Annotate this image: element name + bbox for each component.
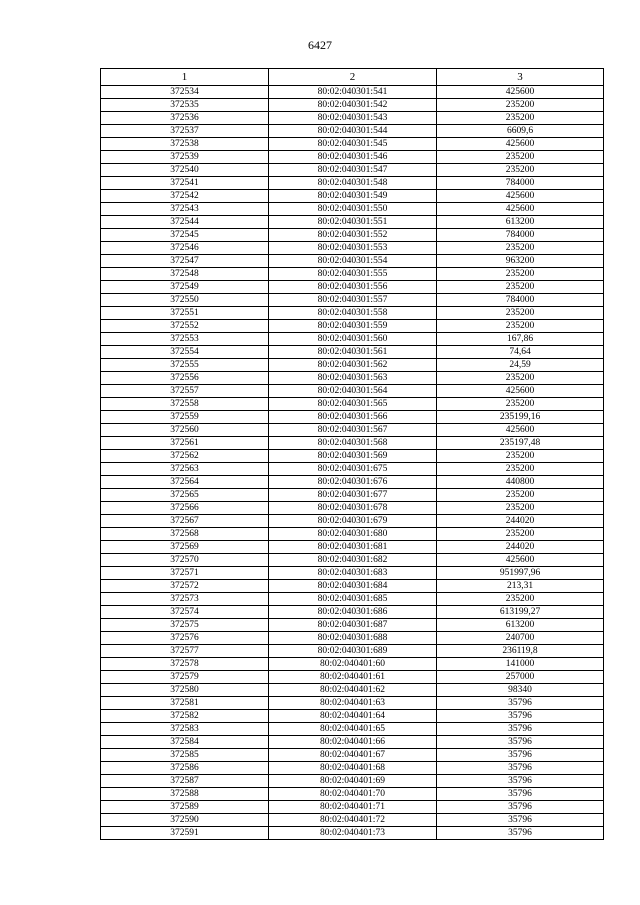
cadastral-number-cell: 80:02:040401:67 xyxy=(269,749,437,762)
cadastral-number-cell: 80:02:040301:554 xyxy=(269,255,437,268)
cadastral-number-cell: 80:02:040301:557 xyxy=(269,294,437,307)
cadastral-number-cell: 80:02:040301:681 xyxy=(269,541,437,554)
table-row xyxy=(101,437,604,450)
row-number-cell: 372562 xyxy=(101,450,269,463)
table-row xyxy=(101,203,604,216)
table-row xyxy=(101,411,604,424)
cadastral-number-cell: 80:02:040301:688 xyxy=(269,632,437,645)
table-row xyxy=(101,359,604,372)
value-cell: 784000 xyxy=(437,294,604,307)
table-row xyxy=(101,554,604,567)
table-row xyxy=(101,775,604,788)
row-number-cell: 372555 xyxy=(101,359,269,372)
cadastral-number-cell: 80:02:040301:555 xyxy=(269,268,437,281)
row-number-cell: 372566 xyxy=(101,502,269,515)
table-row xyxy=(101,450,604,463)
row-number-cell: 372567 xyxy=(101,515,269,528)
value-cell: 440800 xyxy=(437,476,604,489)
value-cell: 35796 xyxy=(437,749,604,762)
table-row xyxy=(101,463,604,476)
value-cell: 235200 xyxy=(437,307,604,320)
row-number-cell: 372588 xyxy=(101,788,269,801)
table-row xyxy=(101,801,604,814)
column-header-number: 1 xyxy=(101,69,269,86)
row-number-cell: 372564 xyxy=(101,476,269,489)
cadastral-number-cell: 80:02:040301:546 xyxy=(269,151,437,164)
value-cell: 257000 xyxy=(437,671,604,684)
cadastral-number-cell: 80:02:040301:543 xyxy=(269,112,437,125)
cadastral-number-cell: 80:02:040401:71 xyxy=(269,801,437,814)
row-number-cell: 372585 xyxy=(101,749,269,762)
cadastral-number-cell: 80:02:040401:72 xyxy=(269,814,437,827)
cadastral-number-cell: 80:02:040301:556 xyxy=(269,281,437,294)
cadastral-number-cell: 80:02:040301:561 xyxy=(269,346,437,359)
value-cell: 235200 xyxy=(437,489,604,502)
cadastral-number-cell: 80:02:040401:65 xyxy=(269,723,437,736)
cadastral-number-cell: 80:02:040301:551 xyxy=(269,216,437,229)
table-row xyxy=(101,489,604,502)
cadastral-number-cell: 80:02:040301:685 xyxy=(269,593,437,606)
cadastral-number-cell: 80:02:040301:548 xyxy=(269,177,437,190)
cadastral-number-cell: 80:02:040401:61 xyxy=(269,671,437,684)
table-row xyxy=(101,242,604,255)
value-cell: 784000 xyxy=(437,229,604,242)
table-row xyxy=(101,86,604,99)
table-header xyxy=(101,69,604,86)
table-row xyxy=(101,749,604,762)
cadastral-number-cell: 80:02:040401:63 xyxy=(269,697,437,710)
value-cell: 613199,27 xyxy=(437,606,604,619)
value-cell: 35796 xyxy=(437,801,604,814)
value-cell: 613200 xyxy=(437,216,604,229)
row-number-cell: 372543 xyxy=(101,203,269,216)
cadastral-number-cell: 80:02:040301:545 xyxy=(269,138,437,151)
table-row xyxy=(101,814,604,827)
cadastral-number-cell: 80:02:040301:558 xyxy=(269,307,437,320)
value-cell: 235197,48 xyxy=(437,437,604,450)
table-row xyxy=(101,697,604,710)
value-cell: 244020 xyxy=(437,541,604,554)
table-row xyxy=(101,151,604,164)
table-row xyxy=(101,541,604,554)
cadastral-number-cell: 80:02:040301:680 xyxy=(269,528,437,541)
row-number-cell: 372580 xyxy=(101,684,269,697)
value-cell: 425600 xyxy=(437,138,604,151)
value-cell: 35796 xyxy=(437,775,604,788)
value-cell: 951997,96 xyxy=(437,567,604,580)
cadastral-number-cell: 80:02:040301:550 xyxy=(269,203,437,216)
value-cell: 235200 xyxy=(437,463,604,476)
table-row xyxy=(101,788,604,801)
table-row xyxy=(101,424,604,437)
value-cell: 35796 xyxy=(437,697,604,710)
row-number-cell: 372542 xyxy=(101,190,269,203)
value-cell: 35796 xyxy=(437,723,604,736)
row-number-cell: 372537 xyxy=(101,125,269,138)
row-number-cell: 372582 xyxy=(101,710,269,723)
row-number-cell: 372590 xyxy=(101,814,269,827)
row-number-cell: 372535 xyxy=(101,99,269,112)
value-cell: 35796 xyxy=(437,814,604,827)
row-number-cell: 372540 xyxy=(101,164,269,177)
cadastral-number-cell: 80:02:040401:62 xyxy=(269,684,437,697)
value-cell: 235200 xyxy=(437,112,604,125)
table-row xyxy=(101,385,604,398)
value-cell: 236119,8 xyxy=(437,645,604,658)
row-number-cell: 372544 xyxy=(101,216,269,229)
row-number-cell: 372534 xyxy=(101,86,269,99)
cadastral-number-cell: 80:02:040301:676 xyxy=(269,476,437,489)
cadastral-number-cell: 80:02:040301:569 xyxy=(269,450,437,463)
cadastral-number-cell: 80:02:040301:682 xyxy=(269,554,437,567)
row-number-cell: 372584 xyxy=(101,736,269,749)
value-cell: 235200 xyxy=(437,320,604,333)
row-number-cell: 372548 xyxy=(101,268,269,281)
table-row xyxy=(101,138,604,151)
table-row xyxy=(101,398,604,411)
row-number-cell: 372550 xyxy=(101,294,269,307)
table-row xyxy=(101,307,604,320)
cadastral-number-cell: 80:02:040401:70 xyxy=(269,788,437,801)
row-number-cell: 372575 xyxy=(101,619,269,632)
cadastral-number-cell: 80:02:040401:60 xyxy=(269,658,437,671)
table-row xyxy=(101,502,604,515)
row-number-cell: 372565 xyxy=(101,489,269,502)
row-number-cell: 372571 xyxy=(101,567,269,580)
cadastral-number-cell: 80:02:040301:552 xyxy=(269,229,437,242)
value-cell: 35796 xyxy=(437,827,604,840)
table-row xyxy=(101,190,604,203)
value-cell: 35796 xyxy=(437,762,604,775)
value-cell: 213,31 xyxy=(437,580,604,593)
value-cell: 235200 xyxy=(437,398,604,411)
row-number-cell: 372560 xyxy=(101,424,269,437)
value-cell: 235200 xyxy=(437,281,604,294)
table-row xyxy=(101,515,604,528)
value-cell: 24,59 xyxy=(437,359,604,372)
table-body xyxy=(101,86,604,840)
row-number-cell: 372541 xyxy=(101,177,269,190)
row-number-cell: 372576 xyxy=(101,632,269,645)
row-number-cell: 372581 xyxy=(101,697,269,710)
value-cell: 235200 xyxy=(437,593,604,606)
cadastral-number-cell: 80:02:040301:687 xyxy=(269,619,437,632)
value-cell: 235200 xyxy=(437,151,604,164)
table-row xyxy=(101,528,604,541)
table-row xyxy=(101,229,604,242)
cadastral-number-cell: 80:02:040301:542 xyxy=(269,99,437,112)
row-number-cell: 372549 xyxy=(101,281,269,294)
cadastral-number-cell: 80:02:040301:544 xyxy=(269,125,437,138)
value-cell: 235200 xyxy=(437,268,604,281)
cadastral-number-cell: 80:02:040301:564 xyxy=(269,385,437,398)
table-row xyxy=(101,372,604,385)
value-cell: 74,64 xyxy=(437,346,604,359)
table-row xyxy=(101,684,604,697)
cadastral-number-cell: 80:02:040401:68 xyxy=(269,762,437,775)
row-number-cell: 372536 xyxy=(101,112,269,125)
row-number-cell: 372587 xyxy=(101,775,269,788)
value-cell: 35796 xyxy=(437,710,604,723)
cadastral-number-cell: 80:02:040301:684 xyxy=(269,580,437,593)
table-row xyxy=(101,255,604,268)
row-number-cell: 372589 xyxy=(101,801,269,814)
value-cell: 98340 xyxy=(437,684,604,697)
cadastral-number-cell: 80:02:040301:567 xyxy=(269,424,437,437)
value-cell: 235200 xyxy=(437,164,604,177)
row-number-cell: 372573 xyxy=(101,593,269,606)
cadastral-number-cell: 80:02:040301:565 xyxy=(269,398,437,411)
row-number-cell: 372558 xyxy=(101,398,269,411)
cadastral-number-cell: 80:02:040401:64 xyxy=(269,710,437,723)
cadastral-number-cell: 80:02:040401:69 xyxy=(269,775,437,788)
table-row xyxy=(101,268,604,281)
value-cell: 6609,6 xyxy=(437,125,604,138)
table-row xyxy=(101,827,604,840)
table-row xyxy=(101,320,604,333)
table-row xyxy=(101,164,604,177)
row-number-cell: 372547 xyxy=(101,255,269,268)
value-cell: 235200 xyxy=(437,372,604,385)
table-row xyxy=(101,567,604,580)
row-number-cell: 372578 xyxy=(101,658,269,671)
value-cell: 235200 xyxy=(437,528,604,541)
table-row xyxy=(101,112,604,125)
table-row xyxy=(101,580,604,593)
cadastral-number-cell: 80:02:040301:559 xyxy=(269,320,437,333)
value-cell: 235200 xyxy=(437,242,604,255)
cadastral-number-cell: 80:02:040301:689 xyxy=(269,645,437,658)
header-row xyxy=(101,69,604,86)
table-row xyxy=(101,632,604,645)
cadastral-number-cell: 80:02:040301:675 xyxy=(269,463,437,476)
value-cell: 425600 xyxy=(437,424,604,437)
value-cell: 613200 xyxy=(437,619,604,632)
row-number-cell: 372554 xyxy=(101,346,269,359)
cadastral-number-cell: 80:02:040301:566 xyxy=(269,411,437,424)
cadastral-number-cell: 80:02:040401:66 xyxy=(269,736,437,749)
row-number-cell: 372557 xyxy=(101,385,269,398)
row-number-cell: 372545 xyxy=(101,229,269,242)
value-cell: 35796 xyxy=(437,736,604,749)
cadastral-number-cell: 80:02:040301:549 xyxy=(269,190,437,203)
table-row xyxy=(101,593,604,606)
cadastral-number-cell: 80:02:040301:541 xyxy=(269,86,437,99)
table-row xyxy=(101,99,604,112)
table-row xyxy=(101,281,604,294)
table-row xyxy=(101,619,604,632)
value-cell: 425600 xyxy=(437,86,604,99)
row-number-cell: 372569 xyxy=(101,541,269,554)
row-number-cell: 372553 xyxy=(101,333,269,346)
table-row xyxy=(101,606,604,619)
row-number-cell: 372574 xyxy=(101,606,269,619)
value-cell: 784000 xyxy=(437,177,604,190)
value-cell: 240700 xyxy=(437,632,604,645)
cadastral-number-cell: 80:02:040301:683 xyxy=(269,567,437,580)
row-number-cell: 372561 xyxy=(101,437,269,450)
page-number: 6427 xyxy=(308,38,332,52)
table-row xyxy=(101,658,604,671)
row-number-cell: 372563 xyxy=(101,463,269,476)
value-cell: 425600 xyxy=(437,385,604,398)
row-number-cell: 372586 xyxy=(101,762,269,775)
cadastral-number-cell: 80:02:040301:553 xyxy=(269,242,437,255)
cadastral-number-cell: 80:02:040301:568 xyxy=(269,437,437,450)
value-cell: 425600 xyxy=(437,554,604,567)
cadastral-number-cell: 80:02:040401:73 xyxy=(269,827,437,840)
row-number-cell: 372577 xyxy=(101,645,269,658)
value-cell: 235200 xyxy=(437,450,604,463)
value-cell: 425600 xyxy=(437,190,604,203)
value-cell: 235199,16 xyxy=(437,411,604,424)
table-row xyxy=(101,294,604,307)
row-number-cell: 372546 xyxy=(101,242,269,255)
row-number-cell: 372568 xyxy=(101,528,269,541)
row-number-cell: 372559 xyxy=(101,411,269,424)
cadastral-number-cell: 80:02:040301:547 xyxy=(269,164,437,177)
cadastral-number-cell: 80:02:040301:686 xyxy=(269,606,437,619)
table-row xyxy=(101,723,604,736)
value-cell: 35796 xyxy=(437,788,604,801)
cadastral-number-cell: 80:02:040301:678 xyxy=(269,502,437,515)
table-row xyxy=(101,762,604,775)
table-row xyxy=(101,736,604,749)
cadastral-number-cell: 80:02:040301:679 xyxy=(269,515,437,528)
registry-table xyxy=(100,68,604,840)
value-cell: 235200 xyxy=(437,502,604,515)
column-header-cadastral: 2 xyxy=(269,69,437,86)
cadastral-number-cell: 80:02:040301:560 xyxy=(269,333,437,346)
table-row xyxy=(101,476,604,489)
row-number-cell: 372539 xyxy=(101,151,269,164)
value-cell: 963200 xyxy=(437,255,604,268)
row-number-cell: 372556 xyxy=(101,372,269,385)
row-number-cell: 372551 xyxy=(101,307,269,320)
row-number-cell: 372538 xyxy=(101,138,269,151)
table-row xyxy=(101,333,604,346)
table-row xyxy=(101,710,604,723)
cadastral-number-cell: 80:02:040301:562 xyxy=(269,359,437,372)
row-number-cell: 372570 xyxy=(101,554,269,567)
row-number-cell: 372583 xyxy=(101,723,269,736)
table-row xyxy=(101,645,604,658)
column-header-value: 3 xyxy=(437,69,604,86)
row-number-cell: 372552 xyxy=(101,320,269,333)
table-row xyxy=(101,671,604,684)
cadastral-number-cell: 80:02:040301:677 xyxy=(269,489,437,502)
table-row xyxy=(101,125,604,138)
row-number-cell: 372572 xyxy=(101,580,269,593)
value-cell: 425600 xyxy=(437,203,604,216)
value-cell: 235200 xyxy=(437,99,604,112)
row-number-cell: 372579 xyxy=(101,671,269,684)
cadastral-number-cell: 80:02:040301:563 xyxy=(269,372,437,385)
row-number-cell: 372591 xyxy=(101,827,269,840)
table-row xyxy=(101,346,604,359)
table-row xyxy=(101,177,604,190)
table-row xyxy=(101,216,604,229)
value-cell: 244020 xyxy=(437,515,604,528)
value-cell: 167,86 xyxy=(437,333,604,346)
value-cell: 141000 xyxy=(437,658,604,671)
